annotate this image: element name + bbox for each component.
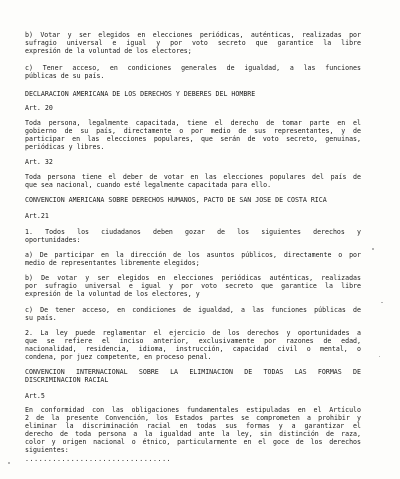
- scan-speck: [379, 356, 380, 357]
- text-line: a) De participar en la dirección de los asuntos públicos, directamente o por: [25, 251, 361, 259]
- text-line: públicas de su país.: [25, 72, 105, 80]
- section-heading: CONVENCION INTERNACIONAL SOBRE LA ELIMINACION DE TODAS LAS FORMAS DE: [25, 368, 361, 376]
- scan-speck: [372, 248, 374, 250]
- text-line: 2. La ley puede reglamentar el ejercicio de los derechos y oportunidades a: [25, 329, 361, 337]
- article-heading: Art. 20: [25, 104, 53, 112]
- text-line: gobierno de su país, directamente o por medio de sus representantes, y de: [25, 127, 361, 135]
- text-line: condena, por juez competente, en proceso penal.: [25, 353, 212, 361]
- section-heading: DISCRIMINACION RACIAL: [25, 376, 109, 384]
- text-line: c) De tener acceso, en condiciones de igualdad, a las funciones públicas de: [25, 306, 361, 314]
- text-line: periódicas y libres.: [25, 143, 105, 151]
- text-line: que se refiere el inciso anterior, exclusivamente por razones de edad,: [25, 337, 361, 345]
- text-line: expresión de la voluntad de los electores, y: [25, 290, 200, 298]
- text-line: derecho de toda persona a la igualdad ante la ley, sin distinción de raza,: [25, 430, 361, 438]
- scan-speck: [381, 302, 383, 303]
- text-line: por sufragio universal e igual y por voto secreto que garantice la libre: [25, 282, 361, 290]
- text-line: sufragio universal e igual y por voto secreto que garantice la libre: [25, 39, 361, 47]
- section-heading: DECLARACION AMERICANA DE LOS DERECHOS Y DEBERES DEL HOMBRE: [25, 90, 256, 98]
- section-heading: CONVENCION AMERICANA SOBRE DERECHOS HUMANOS, PACTO DE SAN JOSE DE COSTA RICA: [25, 196, 327, 204]
- text-line: Toda persona tiene el deber de votar en las elecciones populares del país de: [25, 173, 361, 181]
- text-line: nacionalidad, residencia, idioma, instrucción, capacidad civil o mental, o: [25, 345, 361, 353]
- text-line: su país.: [25, 314, 57, 322]
- text-line: En conformidad con las obligaciones fundamentales estipuladas en el Artículo: [25, 406, 361, 414]
- text-line: 1. Todos los ciudadanos deben gozar de los siguientes derechos y: [25, 228, 361, 236]
- article-heading: Art.21: [25, 212, 49, 220]
- text-line: b) Votar y ser elegidos en elecciones periódicas, auténticas, realizadas por: [25, 31, 361, 39]
- text-line: medio de representantes libremente elegidos;: [25, 259, 200, 267]
- article-heading: Art.5: [25, 392, 45, 400]
- text-line: b) De votar y ser elegidos en elecciones periódicas auténticas, realizadas: [25, 274, 361, 282]
- text-line: 2 de la presente Convención, los Estados partes se comprometen a prohibir y: [25, 414, 361, 422]
- text-line: participar en las elecciones populares, que serán de voto secreto, genuinas,: [25, 135, 361, 143]
- text-line: c) Tener acceso, en condiciones generales de igualdad, a las funciones: [25, 64, 361, 72]
- text-line: expresión de la voluntad de los electores;: [25, 47, 192, 55]
- text-line: eliminar la discriminación racial en todas sus formas y a garantizar el: [25, 422, 361, 430]
- scan-speck: [8, 462, 10, 464]
- text-line: oportunidades:: [25, 236, 81, 244]
- article-heading: Art. 32: [25, 158, 53, 166]
- dotted-leader: ................................: [25, 455, 172, 463]
- text-line: siguientes:: [25, 446, 69, 454]
- text-line: que sea nacional, cuando esté legalmente capacitada para ello.: [25, 181, 272, 189]
- text-line: Toda persona, legalmente capacitada, tiene el derecho de tomar parte en el: [25, 119, 361, 127]
- text-line: color y origen nacional o étnico, particularmente en el goce de los derechos: [25, 438, 361, 446]
